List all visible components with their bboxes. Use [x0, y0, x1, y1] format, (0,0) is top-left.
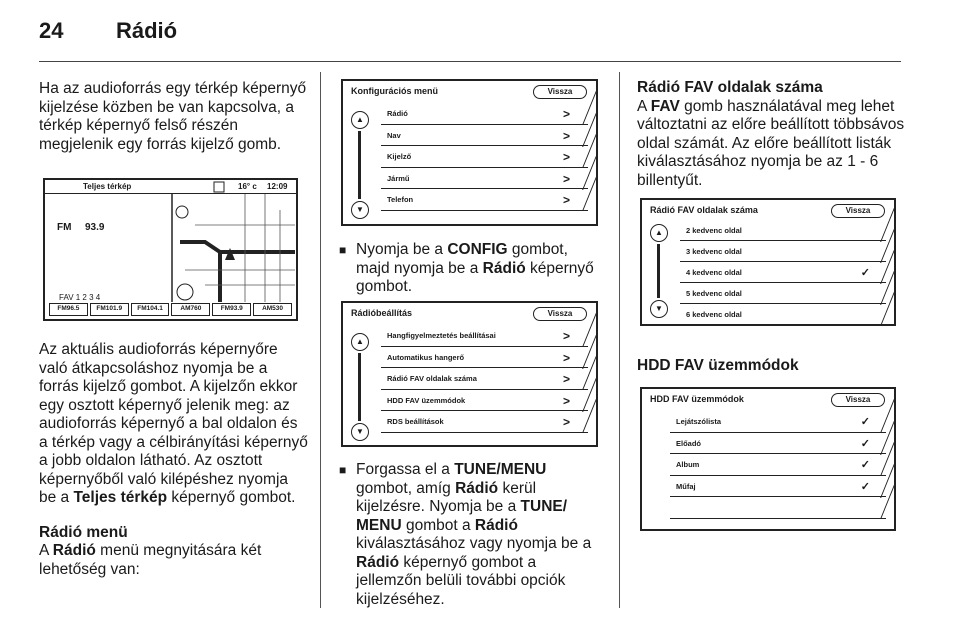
screen-title: HDD FAV üzemmódok — [650, 394, 744, 404]
chevron-right-icon: > — [562, 372, 570, 386]
column-1-lower — [39, 341, 309, 595]
header-rule — [39, 61, 901, 62]
scroll-down-icon[interactable]: ▼ — [351, 201, 369, 219]
preset-button[interactable]: FM96.5 — [49, 303, 88, 316]
preset-button[interactable]: FM101.9 — [90, 303, 129, 316]
paragraph-intro: Ha az audioforrás egy térkép képernyő kijelzése közben be van kapcsolva, a térkép képernyő felső részén megjelenik egy forrás kijelző gomb. — [39, 80, 307, 153]
scrollbar[interactable] — [650, 224, 672, 318]
scroll-track — [358, 131, 362, 199]
back-button[interactable]: Vissza — [533, 85, 587, 99]
column-1 — [39, 80, 307, 170]
map-fav-pages: FAV 1 2 3 4 — [59, 293, 101, 302]
map-temperature: 16° c — [238, 182, 257, 191]
menu-item[interactable]: HDD FAV üzemmódok > — [381, 390, 588, 412]
radio-settings-screen — [341, 301, 598, 447]
checkmark-icon: ✓ — [860, 459, 870, 471]
chevron-right-icon: > — [562, 128, 570, 143]
option-item[interactable]: 4 kedvenc oldal ✓ — [680, 262, 886, 283]
menu-list — [381, 325, 588, 433]
column-3 — [637, 79, 907, 206]
option-item[interactable]: 6 kedvenc oldal — [680, 304, 886, 325]
hdd-fav-screen — [640, 387, 896, 531]
heading-fav-pages: Rádió FAV oldalak száma — [637, 79, 823, 96]
column-2-bullet-2 — [339, 461, 604, 623]
scrollbar[interactable] — [351, 333, 373, 441]
menu-item[interactable]: Jármű > — [381, 168, 588, 190]
page-number: 24 — [39, 18, 64, 43]
paragraph-fav-pages: A FAV gomb használatával meg lehet változtatni az előre beállított többsávos oldal számát. Az előre beállított listák kiválasztásához nyomja be az 1 - 6 billentyűt. — [637, 97, 905, 189]
chevron-right-icon: > — [562, 393, 570, 408]
back-button[interactable]: Vissza — [831, 393, 885, 407]
option-item[interactable]: 3 kedvenc oldal — [680, 241, 886, 262]
option-item-empty — [670, 497, 886, 519]
menu-item[interactable]: Rádió FAV oldalak száma > — [381, 368, 588, 390]
paragraph-split-screen: Az aktuális audioforrás képernyőre való átkapcsoláshoz nyomja be a forrás kijelző gombot. A kijelzőn ekkor egy osztott képernyő jelenik meg: az audioforrás képernyő a bal oldalon és a térkép vagy a célbirányítási képernyő a jobb oldalon látható. Az osztott képernyőből való kilépéshez nyomja be a Teljes térkép képernyő gombot. — [39, 341, 308, 506]
menu-item[interactable]: Rádió > — [381, 103, 588, 125]
column-3-lower — [637, 357, 907, 376]
option-item[interactable]: Műfaj ✓ — [670, 476, 886, 498]
bullet-config: ■ Nyomja be a CONFIG gombot, majd nyomja be a Rádió képernyő gombot. — [339, 241, 604, 297]
config-menu-screen — [341, 79, 598, 226]
menu-item[interactable]: Telefon > — [381, 189, 588, 211]
menu-item[interactable]: Hangfigyelmeztetés beállításai > — [381, 325, 588, 347]
scrollbar[interactable] — [351, 111, 373, 219]
chevron-right-icon: > — [562, 415, 570, 429]
screen-title: Rádióbeállítás — [351, 308, 413, 318]
scroll-up-icon[interactable]: ▲ — [351, 333, 369, 351]
scroll-track — [358, 353, 362, 421]
back-button[interactable]: Vissza — [533, 307, 587, 321]
scroll-track — [657, 244, 661, 298]
chevron-right-icon: > — [562, 193, 570, 207]
preset-button[interactable]: AM760 — [171, 303, 210, 316]
preset-button[interactable]: FM93.9 — [212, 303, 251, 316]
fav-pages-screen — [640, 198, 896, 326]
checkmark-icon: ✓ — [860, 416, 870, 428]
compass-icon — [176, 206, 188, 218]
preset-button[interactable]: AM530 — [253, 303, 292, 316]
option-item[interactable]: Előadó ✓ — [670, 433, 886, 455]
map-screen — [43, 178, 298, 321]
chevron-right-icon: > — [562, 350, 570, 365]
bullet-tune-menu: ■ Forgassa el a TUNE/MENU gombot, amíg Rádió kerül kijelzésre. Nyomja be a TUNE/ MENU gombot a Rádió kiválasztásához vagy nyomja be a Rádió képernyő gombot a jellemzőn belüli további opciók kijelzéséhez. — [339, 461, 604, 609]
heading-hdd-fav: HDD FAV üzemmódok — [637, 357, 799, 374]
chevron-right-icon: > — [562, 150, 570, 164]
chevron-right-icon: > — [562, 329, 570, 343]
scroll-up-icon[interactable]: ▲ — [650, 224, 668, 242]
screen-title: Rádió FAV oldalak száma — [650, 205, 758, 215]
preset-button[interactable]: FM104.1 — [131, 303, 170, 316]
option-list — [680, 220, 886, 325]
back-button[interactable]: Vissza — [831, 204, 885, 218]
paragraph-radio-menu: A Rádió menü megnyitására két lehetőség van: — [39, 542, 262, 578]
option-item[interactable]: 2 kedvenc oldal — [680, 220, 886, 241]
map-time: 12:09 — [267, 182, 288, 191]
zoom-icon — [177, 284, 193, 300]
map-graphic — [45, 180, 296, 319]
map-frequency: 93.9 — [85, 222, 105, 233]
chevron-right-icon: > — [562, 107, 570, 121]
scroll-up-icon[interactable]: ▲ — [351, 111, 369, 129]
chevron-right-icon: > — [562, 171, 570, 186]
page-title: Rádió — [116, 18, 178, 43]
screen-title: Konfigurációs menü — [351, 86, 439, 96]
option-item[interactable]: Album ✓ — [670, 454, 886, 476]
preset-bar — [49, 303, 292, 316]
column-divider-2 — [619, 72, 620, 608]
menu-item[interactable]: Kijelző > — [381, 146, 588, 168]
menu-list — [381, 103, 588, 211]
checkmark-icon: ✓ — [860, 480, 870, 493]
option-list — [670, 411, 886, 519]
menu-item[interactable]: RDS beállítások > — [381, 411, 588, 433]
checkmark-icon: ✓ — [860, 267, 870, 279]
map-title: Teljes térkép — [83, 182, 132, 191]
checkmark-icon: ✓ — [860, 437, 870, 450]
menu-item[interactable]: Nav > — [381, 125, 588, 147]
option-item[interactable]: 5 kedvenc oldal — [680, 283, 886, 304]
heading-radio-menu: Rádió menü — [39, 523, 128, 541]
option-item[interactable]: Lejátszólista ✓ — [670, 411, 886, 433]
menu-item[interactable]: Automatikus hangerő > — [381, 347, 588, 369]
map-band: FM — [57, 222, 72, 233]
scroll-down-icon[interactable]: ▼ — [351, 423, 369, 441]
column-divider-1 — [320, 72, 321, 608]
scroll-down-icon[interactable]: ▼ — [650, 300, 668, 318]
